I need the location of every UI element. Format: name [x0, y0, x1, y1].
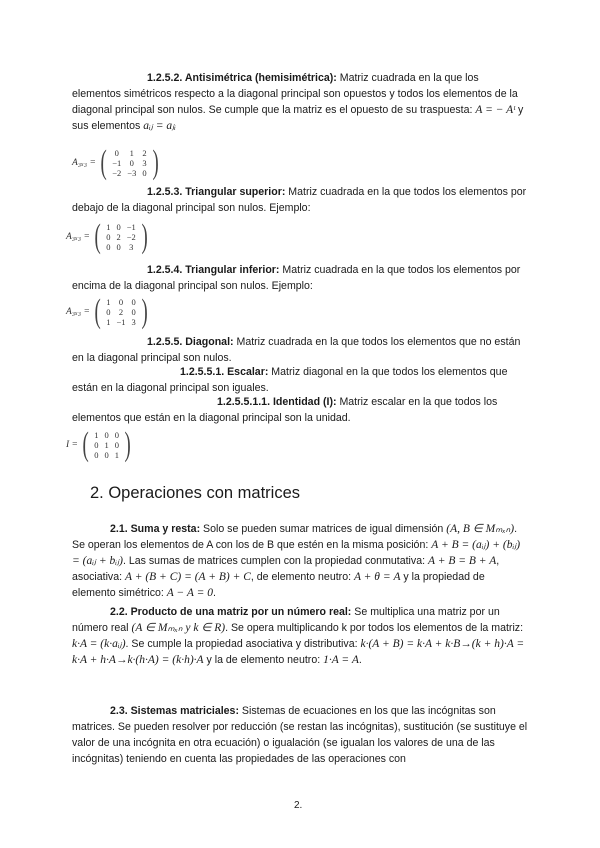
paragraph-producto-real: 2.2. Producto de una matriz por un número real: Se multiplica una matriz por un número real (A ∈ Mₘₓₙ y k ∈ R). Se opera multiplicando k por todos los elementos de la matriz: k·A = (k·aᵢⱼ). Se cumple la propiedad asociativa y distributiva: k·(A + B) = k·A + k·B→(k + h)·A = k·A + h·A→k·(h·A) = (k·h)·A y la de elemento neutro: 1·A = A.: [72, 606, 525, 666]
matrix-cell: 2: [142, 148, 147, 158]
subsection-title: 2.1. Suma y resta:: [110, 523, 201, 535]
subsection-title: 1.2.5.3. Triangular superior:: [147, 186, 286, 198]
matrix-cell: 2: [118, 307, 124, 317]
section-heading: 2. Operaciones con matrices: [90, 484, 301, 502]
matrix-cell: 2: [116, 232, 121, 242]
paragraph-suma-resta: 2.1. Suma y resta: Solo se pueden sumar matrices de igual dimensión (A, B ∈ Mₘₓₙ). Se operan los elementos de A con los de B que estén en la misma posición: A + B = (aᵢⱼ) + (bᵢⱼ) = (aᵢⱼ + bᵢⱼ). Las sumas de matrices cumplen con la propiedad conmutativa: A + B = B + A, asociativa: A + (B + C) = (A + B) + C, de elemento neutro: A + θ = A y la propiedad de elemento simétrico: A − A = 0.: [72, 523, 521, 599]
matrix-cell: −1: [126, 222, 136, 232]
matrix-cell: 0: [106, 307, 111, 317]
matrix-cell: 1: [94, 430, 99, 440]
matrix-identidad: I = ( 1 0 0 0 1 0 0 0 1 ): [66, 426, 131, 463]
matrix-cell: 0: [94, 450, 99, 460]
matrix-antisimetrica: A₃ₓ₃ = ( 0 1 2 −1 0 3 −2 −3 0 ): [72, 144, 159, 181]
subsection-title: 1.2.5.5.1.1. Identidad (I):: [217, 396, 337, 408]
subsection-title: 1.2.5.5.1. Escalar:: [180, 366, 269, 378]
matrix-cell: 1: [106, 317, 111, 327]
matrix-cell: 1: [106, 222, 111, 232]
subsection-title: 2.3. Sistemas matriciales:: [110, 705, 239, 717]
matrix-cell: 0: [114, 148, 119, 158]
paragraph-triangular-superior: 1.2.5.3. Triangular superior: Matriz cuadrada en la que todos los elementos por debajo de la diagonal principal son nulos. Ejemplo:: [72, 186, 527, 214]
matrix-cell: 0: [131, 307, 136, 317]
subsection-title: 1.2.5.2. Antisimétrica (hemisimétrica):: [147, 72, 337, 84]
subsection-title: 2.2. Producto de una matriz por un número real:: [110, 606, 352, 618]
paragraph-diagonal: 1.2.5.5. Diagonal: Matriz cuadrada en la que todos los elementos que no están en la diagonal principal son nulos.: [72, 336, 521, 364]
matrix-cell: 0: [104, 450, 109, 460]
matrix-cell: 1: [104, 440, 109, 450]
matrix-cell: 0: [106, 242, 111, 252]
matrix-cell: 1: [106, 297, 111, 307]
paragraph-triangular-inferior: 1.2.5.4. Triangular inferior: Matriz cuadrada en la que todos los elementos por encima de la diagonal principal son nulos. Ejemplo:: [72, 264, 521, 292]
matrix-cell: 0: [114, 430, 120, 440]
matrix-cell: −1: [112, 158, 122, 168]
matrix-cell: 0: [116, 222, 121, 232]
matrix-cell: 3: [131, 317, 136, 327]
matrix-triangular-inferior: A₃ₓ₃ = ( 1 0 0 0 2 0 1 −1 3 ): [66, 293, 148, 330]
paragraph-escalar: 1.2.5.5.1. Escalar: Matriz diagonal en la que todos los elementos que están en la diagonal principal son iguales.: [72, 366, 508, 394]
matrix-cell: −3: [127, 168, 137, 178]
matrix-cell: −2: [112, 168, 122, 178]
matrix-cell: 0: [114, 440, 120, 450]
matrix-cell: 1: [129, 148, 134, 158]
matrix-cell: 0: [118, 297, 124, 307]
paragraph-sistemas-matriciales: 2.3. Sistemas matriciales: Sistemas de ecuaciones en los que las incógnitas son matrices. Se pueden resolver por reducción (se restan las incógnitas), sustitución (se sustituye el valor de una incógnita en otra ecuación) o igualación (se igualan los valores de una de las incógnitas) teniendo en cuenta las propiedades de las operaciones con: [72, 705, 528, 765]
matrix-triangular-superior: A₃ₓ₃ = ( 1 0 −1 0 2 −2 0 0 3 ): [66, 218, 148, 255]
matrix-cell: 0: [131, 297, 136, 307]
page-number: 2.: [294, 800, 303, 811]
matrix-cell: −1: [116, 317, 126, 327]
matrix-cell: 0: [142, 168, 147, 178]
subsection-title: 1.2.5.4. Triangular inferior:: [147, 264, 280, 276]
paragraph-antisimetrica: 1.2.5.2. Antisimétrica (hemisimétrica): Matriz cuadrada en la que los elementos simétricos respecto a la diagonal principal son opuestos y todos los elementos de la diagonal principal son nulos. Se cumple que la matriz es el opuesto de su traspuesta: A = − Aᵗ y sus elementos aᵢⱼ = aⱼᵢ: [72, 72, 524, 132]
paragraph-identidad: 1.2.5.5.1.1. Identidad (I): Matriz escalar en la que todos los elementos que están en la diagonal principal son la unidad.: [72, 396, 498, 424]
matrix-cell: 0: [116, 242, 121, 252]
matrix-cell: 0: [106, 232, 111, 242]
matrix-cell: −2: [126, 232, 136, 242]
matrix-cell: 3: [129, 242, 134, 252]
matrix-cell: 0: [94, 440, 99, 450]
subsection-title: 1.2.5.5. Diagonal:: [147, 336, 234, 348]
matrix-cell: 3: [142, 158, 147, 168]
matrix-cell: 0: [129, 158, 134, 168]
matrix-cell: 0: [104, 430, 109, 440]
matrix-cell: 1: [114, 450, 120, 460]
